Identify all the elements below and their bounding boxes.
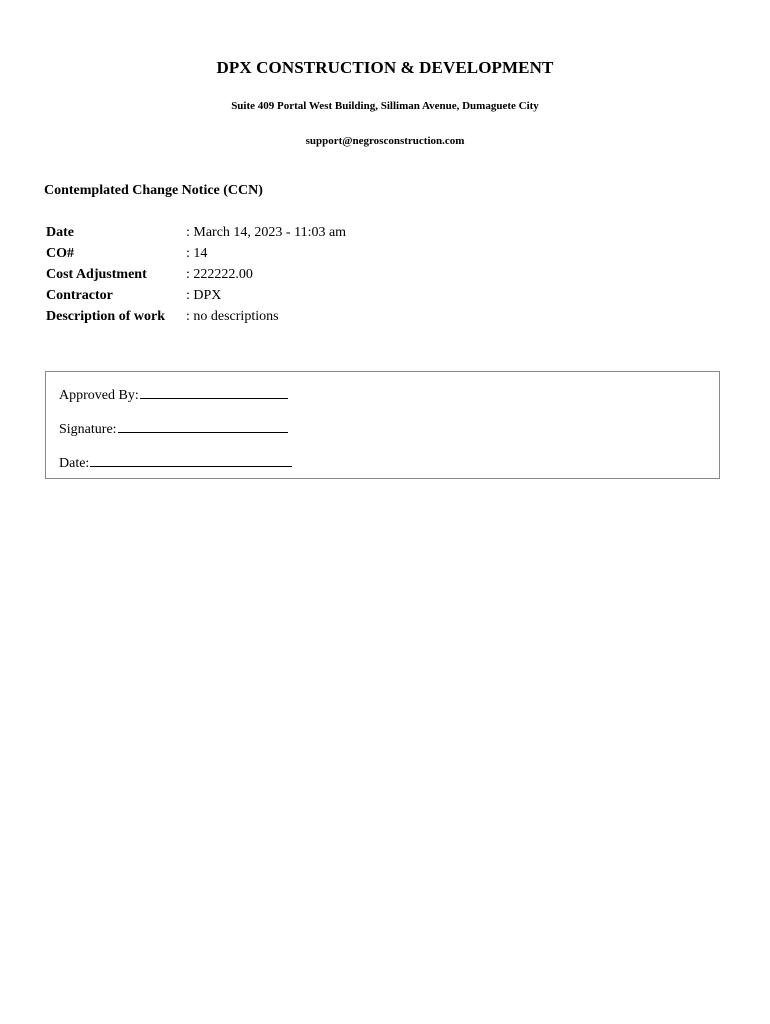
detail-value: : DPX	[186, 288, 222, 303]
signoff-box	[45, 371, 720, 479]
approved-by-blank-line	[140, 384, 288, 399]
signature-field	[59, 418, 288, 438]
signature-blank-line	[118, 418, 288, 433]
detail-row-date	[46, 222, 346, 243]
detail-row-contractor	[46, 285, 346, 306]
company-name: DPX CONSTRUCTION & DEVELOPMENT	[216, 58, 554, 77]
detail-value: : 222222.00	[186, 267, 253, 282]
detail-label: Contractor	[46, 288, 113, 303]
signature-label: Signature:	[59, 422, 117, 437]
detail-value: : no descriptions	[186, 309, 279, 324]
detail-row-cost-adjustment	[46, 264, 346, 285]
detail-row-description	[46, 306, 346, 327]
company-address: Suite 409 Portal West Building, Silliman Avenue, Dumaguete City	[231, 100, 539, 112]
approved-by-label: Approved By:	[59, 388, 139, 403]
approved-by-field	[59, 384, 288, 404]
detail-label: CO#	[46, 246, 74, 261]
detail-row-co-number	[46, 243, 346, 264]
signoff-date-blank-line	[90, 452, 292, 467]
detail-label: Description of work	[46, 309, 165, 324]
company-email: support@negrosconstruction.com	[305, 135, 465, 147]
detail-label: Cost Adjustment	[46, 267, 147, 282]
details-table	[46, 222, 346, 327]
notice-title: Contemplated Change Notice (CCN)	[44, 183, 263, 198]
signoff-date-label: Date:	[59, 456, 90, 471]
signoff-date-field	[59, 452, 292, 472]
detail-value: : 14	[186, 246, 208, 261]
detail-value: : March 14, 2023 - 11:03 am	[186, 225, 347, 240]
detail-label: Date	[46, 225, 74, 240]
